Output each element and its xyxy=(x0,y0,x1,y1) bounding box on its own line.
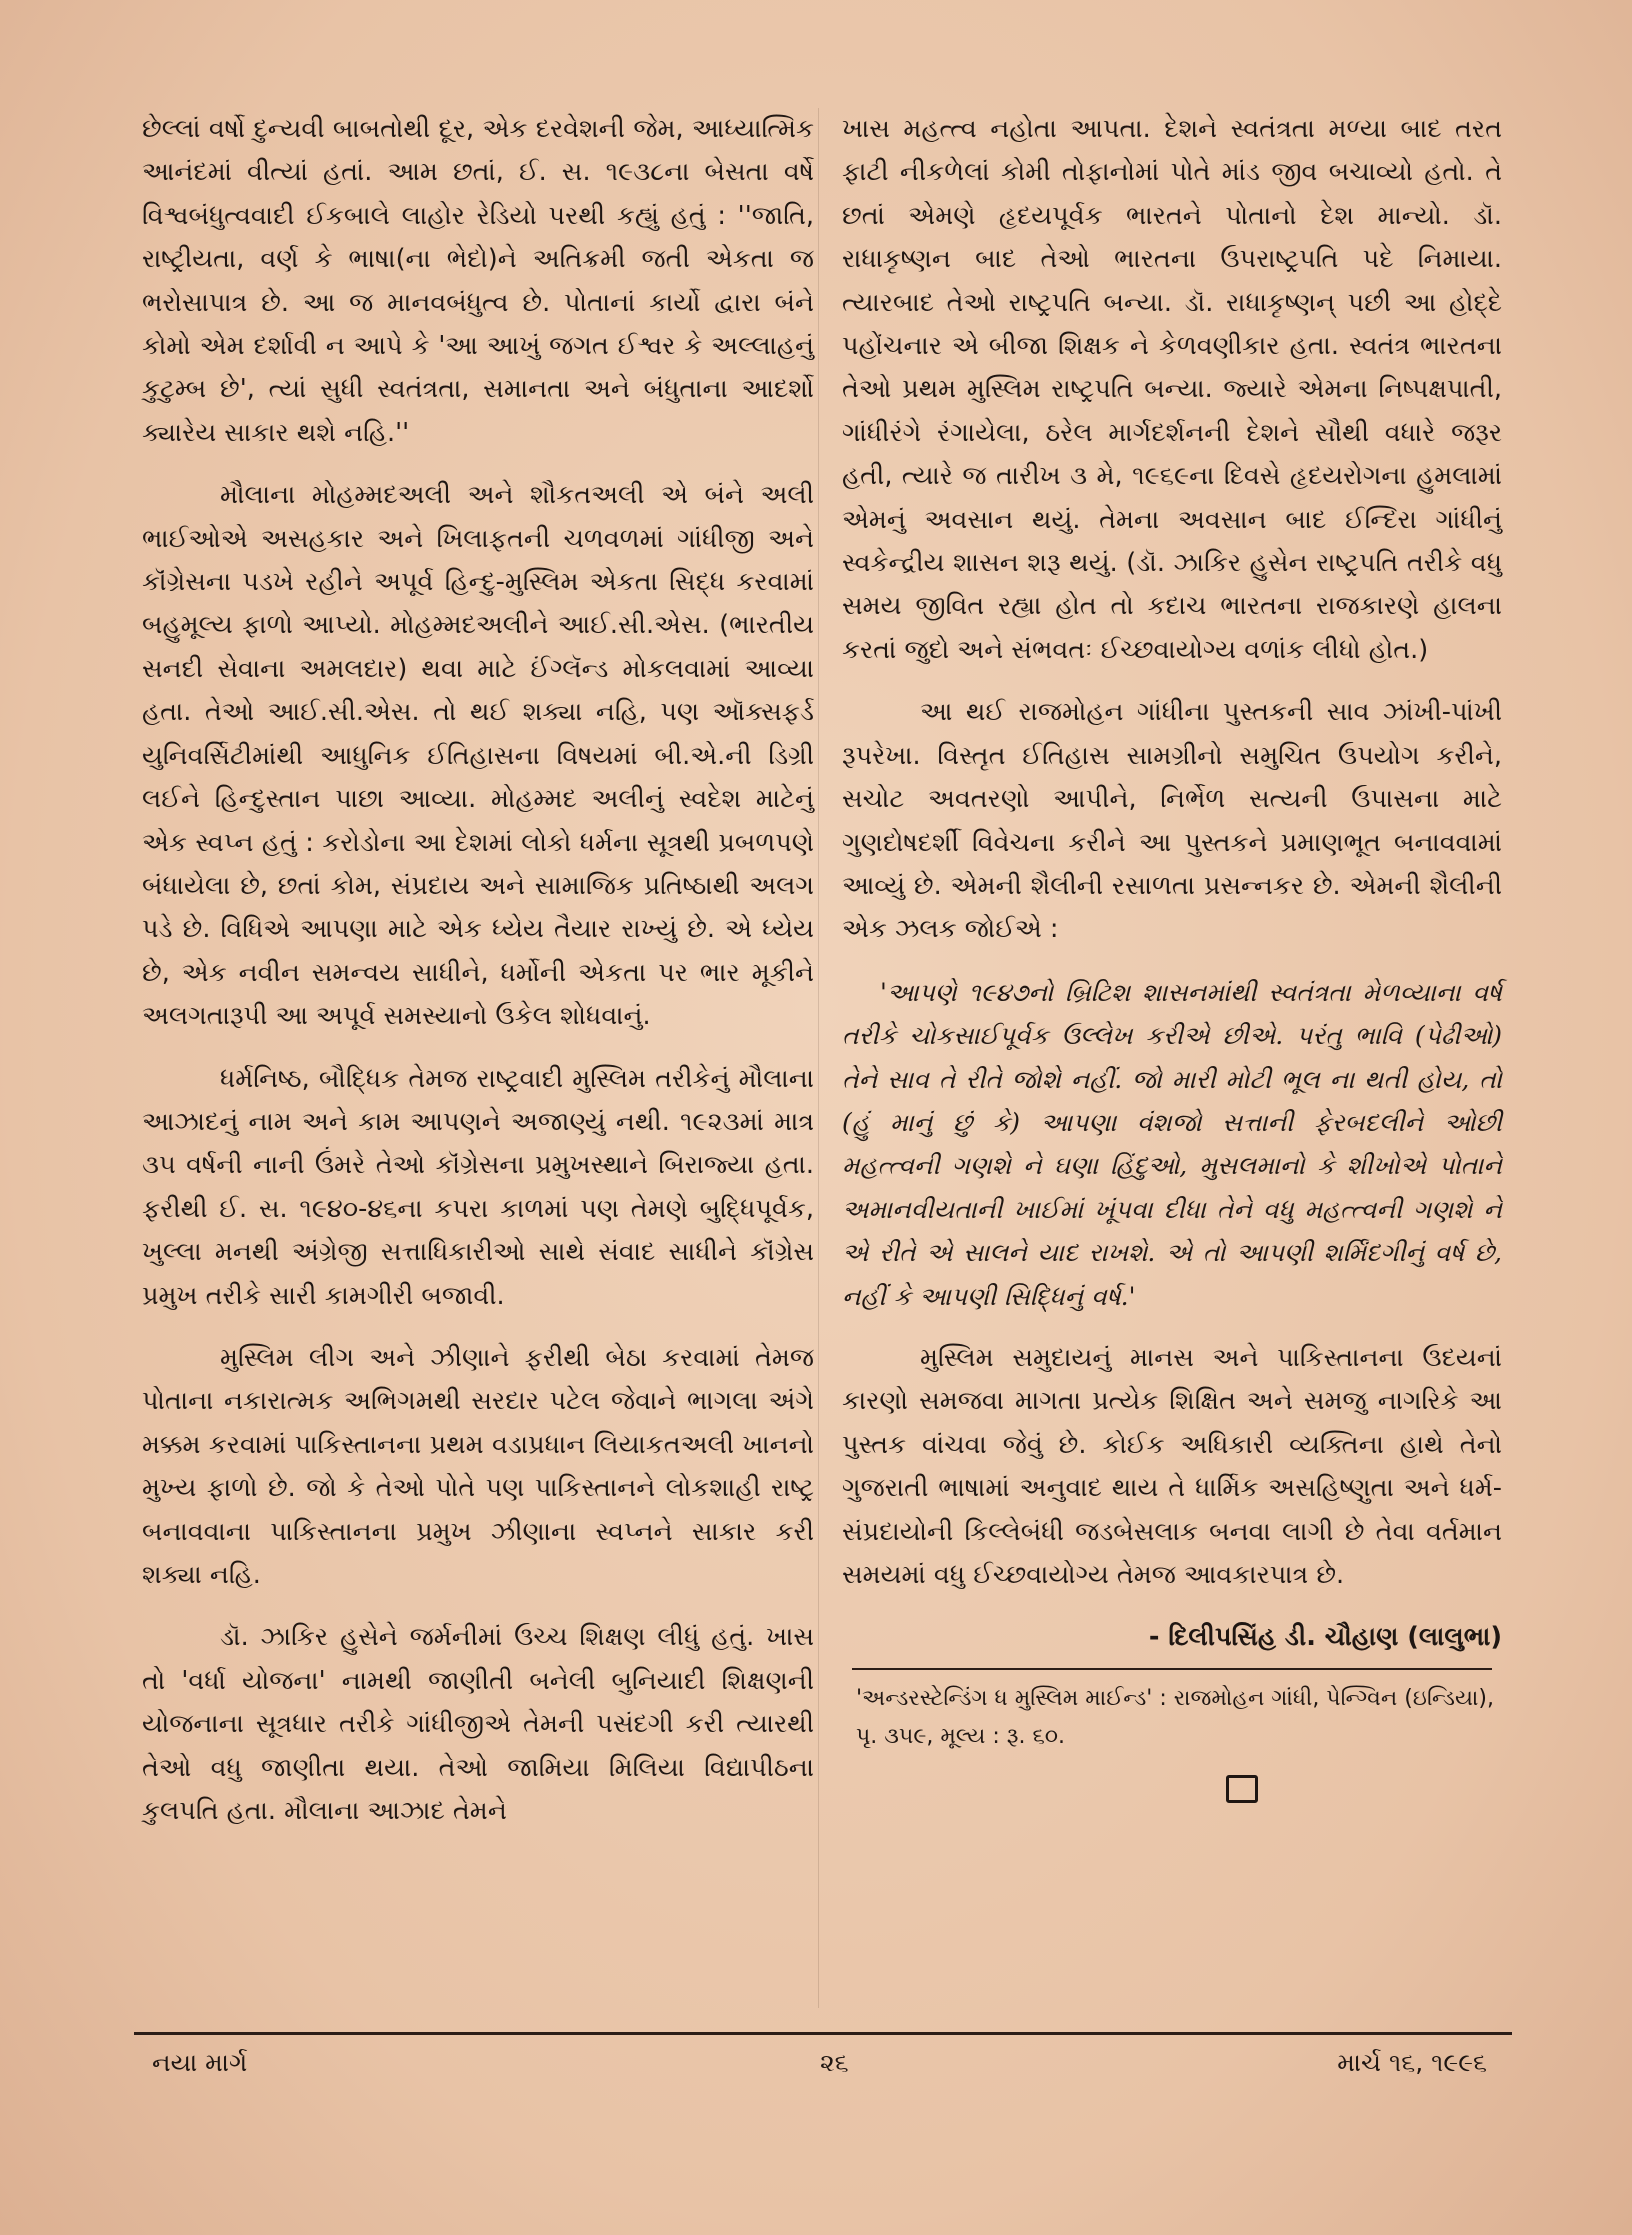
paragraph: ડૉ. ઝાકિર હુસેને જર્મનીમાં ઉચ્ચ શિક્ષણ લીધું હતું. ખાસ તો 'વર્ધા યોજના' નામથી જાણીતી બનેલી બુનિયાદી શિક્ષણની યોજનાના સૂત્રધાર તરીકે ગાંધીજીએ તેમની પસંદગી કરી ત્યારથી તેઓ વધુ જાણીતા થયા. તેઓ જામિયા મિલિયા વિદ્યાપીઠના કુલપતિ હતા. મૌલાના આઝાદ તેમને xyxy=(142,1622,814,1827)
author-signature: - દિલીપસિંહ ડી. ચૌહાણ (લાલુભા) xyxy=(1148,1622,1502,1653)
paragraph: આ થઈ રાજમોહન ગાંધીના પુસ્તકની સાવ ઝાંખી-પાંખી રૂપરેખા. વિસ્તૃત ઈતિહાસ સામગ્રીનો સમુચિત ઉપયોગ કરીને, સચોટ અવતરણો આપીને, નિર્ભેળ સત્યની ઉપાસના માટે ગુણદોષદર્શી વિવેચના કરીને આ પુસ્તકને પ્રમાણભૂત બનાવવામાં આવ્યું છે. એમની શૈલીની રસાળતા પ્રસન્નકર છે. એમની શૈલીની એક ઝલક જોઈએ : xyxy=(842,697,1502,945)
right-column xyxy=(842,108,1502,1803)
issue-date: માર્ચ ૧૬, ૧૯૯૬ xyxy=(1337,2048,1487,2077)
paragraph: ખાસ મહત્ત્વ નહોતા આપતા. દેશને સ્વતંત્રતા મળ્યા બાદ તરત ફાટી નીકળેલાં કોમી તોફાનોમાં પોતે માંડ જીવ બચાવ્યો હતો. તે છતાં એમણે હૃદયપૂર્વક ભારતને પોતાનો દેશ માન્યો. ડૉ. રાધાકૃષ્ણન બાદ તેઓ ભારતના ઉપરાષ્ટ્રપતિ પદે નિમાયા. ત્યારબાદ તેઓ રાષ્ટ્રપતિ બન્યા. ડૉ. રાધાકૃષ્ણન્ પછી આ હોદ્દે પહોંચનાર એ બીજા શિક્ષક ને કેળવણીકાર હતા. સ્વતંત્ર ભારતના તેઓ પ્રથમ મુસ્લિમ રાષ્ટ્રપતિ બન્યા. જ્યારે એમના નિષ્પક્ષપાતી, ગાંધીરંગે રંગાયેલા, ઠરેલ માર્ગદર્શનની દેશને સૌથી વધારે જરૂર હતી, ત્યારે જ તારીખ ૩ મે, ૧૯૬૯ના દિવસે હૃદયરોગના હુમલામાં એમનું અવસાન થયું. તેમના અવસાન બાદ ઈન્દિરા ગાંધીનું સ્વકેન્દ્રીય શાસન શરૂ થયું. (ડૉ. ઝાકિર હુસેન રાષ્ટ્રપતિ તરીકે વધુ સમય જીવિત રહ્યા હોત તો કદાચ ભારતના રાજકારણે હાલના કરતાં જુદો અને સંભવતઃ ઈચ્છવાયોગ્ય વળાંક લીધો હોત.) xyxy=(842,114,1502,665)
column-gutter xyxy=(818,108,819,2008)
paragraph: છેલ્લાં વર્ષો દુન્યવી બાબતોથી દૂર, એક દરવેશની જેમ, આધ્યાત્મિક આનંદમાં વીત્યાં હતાં. આમ છતાં, ઈ. સ. ૧૯૩૮ના બેસતા વર્ષે વિશ્વબંધુત્વવાદી ઈકબાલે લાહોર રેડિયો પરથી કહ્યું હતું : ''જાતિ, રાષ્ટ્રીયતા, વર્ણ કે ભાષા(ના ભેદો)ને અતિક્રમી જતી એકતા જ ભરોસાપાત્ર છે. આ જ માનવબંધુત્વ છે. પોતાનાં કાર્યો દ્વારા બંને કોમો એમ દર્શાવી ન આપે કે 'આ આખું જગત ઈશ્વર કે અલ્લાહનું કુટુમ્બ છે', ત્યાં સુધી સ્વતંત્રતા, સમાનતા અને બંધુતાના આદર્શો ક્યારેય સાકાર થશે નહિ.'' xyxy=(142,114,814,448)
book-info: 'અન્ડરસ્ટેન્ડિંગ ધ મુસ્લિમ માઈન્ડ' : રાજમોહન ગાંધી, પેન્ગ્વિન (ઇન્ડિયા), પૃ. ૩૫૯, મૂલ્ય : રૂ. ૬૦. xyxy=(856,1685,1494,1749)
paragraph: ધર્મનિષ્ઠ, બૌદ્ધિક તેમજ રાષ્ટ્રવાદી મુસ્લિમ તરીકેનું મૌલાના આઝાદનું નામ અને કામ આપણને અજાણ્યું નથી. ૧૯૨૩માં માત્ર ૩૫ વર્ષની નાની ઉંમરે તેઓ કૉંગ્રેસના પ્રમુખસ્થાને બિરાજ્યા હતા. ફરીથી ઈ. સ. ૧૯૪૦-૪૬ના કપરા કાળમાં પણ તેમણે બુદ્ધિપૂર્વક, ખુલ્લા મનથી અંગ્રેજી સત્તાધિકારીઓ સાથે સંવાદ સાધીને કૉંગ્રેસ પ્રમુખ તરીકે સારી કામગીરી બજાવી. xyxy=(142,1063,814,1311)
left-column xyxy=(142,108,814,1852)
end-mark-icon xyxy=(1226,1775,1258,1803)
page-number: ૨૬ xyxy=(820,2048,849,2077)
footer-rule xyxy=(134,2032,1512,2035)
paragraph: મુસ્લિમ સમુદાયનું માનસ અને પાકિસ્તાનના ઉદયનાં કારણો સમજવા માગતા પ્રત્યેક શિક્ષિત અને સમજુ નાગરિકે આ પુસ્તક વાંચવા જેવું છે. કોઈક અધિકારી વ્યક્તિના હાથે તેનો ગુજરાતી ભાષામાં અનુવાદ થાય તે ધાર્મિક અસહિષ્ણુતા અને ધર્મ-સંપ્રદાયોની કિલ્લેબંધી જડબેસલાક બનવા લાગી છે તેવા વર્તમાન સમયમાં વધુ ઈચ્છવાયોગ્ય તેમજ આવકારપાત્ર છે. xyxy=(842,1342,1502,1590)
block-quote: 'આપણે ૧૯૪૭નો બ્રિટિશ શાસનમાંથી સ્વતંત્રતા મેળવ્યાના વર્ષ તરીકે ચોકસાઈપૂર્વક ઉલ્લેખ કરીએ છીએ. પરંતુ ભાવિ (પેઢીઓ) તેને સાવ તે રીતે જોશે નહીં. જો મારી મોટી ભૂલ ના થતી હોય, તો (હું માનું છું કે) આપણા વંશજો સત્તાની ફેરબદલીને ઓછી મહત્ત્વની ગણશે ને ઘણા હિંદુઓ, મુસલમાનો કે શીખોએ પોતાને અમાનવીયતાની ખાઈમાં ખૂંપવા દીધા તેને વધુ મહત્ત્વની ગણશે ને એ રીતે એ સાલને યાદ રાખશે. એ તો આપણી શર્મિંદગીનું વર્ષ છે, નહીં કે આપણી સિદ્ધિનું વર્ષ.' xyxy=(842,977,1502,1311)
publication-name: નયા માર્ગ xyxy=(152,2048,248,2077)
paragraph: મુસ્લિમ લીગ અને ઝીણાને ફરીથી બેઠા કરવામાં તેમજ પોતાના નકારાત્મક અભિગમથી સરદાર પટેલ જેવાને ભાગલા અંગે મક્કમ કરવામાં પાકિસ્તાનના પ્રથમ વડાપ્રધાન લિયાકતઅલી ખાનનો મુખ્ય ફાળો છે. જો કે તેઓ પોતે પણ પાકિસ્તાનને લોકશાહી રાષ્ટ્ર બનાવવાના પાકિસ્તાનના પ્રમુખ ઝીણાના સ્વપ્નને સાકાર કરી શક્યા નહિ. xyxy=(142,1342,814,1590)
divider xyxy=(852,1668,1492,1670)
paragraph: મૌલાના મોહમ્મદઅલી અને શૌકતઅલી એ બંને અલી ભાઈઓએ અસહકાર અને ખિલાફતની ચળવળમાં ગાંધીજી અને કૉંગ્રેસના પડખે રહીને અપૂર્વ હિન્દુ-મુસ્લિમ એકતા સિદ્ધ કરવામાં બહુમૂલ્ય ફાળો આપ્યો. મોહમ્મદઅલીને આઈ.સી.એસ. (ભારતીય સનદી સેવાના અમલદાર) થવા માટે ઈંગ્લૅન્ડ મોકલવામાં આવ્યા હતા. તેઓ આઈ.સી.એસ. તો થઈ શક્યા નહિ, પણ ઑક્સફર્ડ યુનિવર્સિટીમાંથી આધુનિક ઈતિહાસના વિષયમાં બી.એ.ની ડિગ્રી લઈને હિન્દુસ્તાન પાછા આવ્યા. મોહમ્મદ અલીનું સ્વદેશ માટેનું એક સ્વપ્ન હતું : કરોડોના આ દેશમાં લોકો ધર્મના સૂત્રથી પ્રબળપણે બંધાયેલા છે, છતાં કોમ, સંપ્રદાય અને સામાજિક પ્રતિષ્ઠાથી અલગ પડે છે. વિધિએ આપણા માટે એક ધ્યેય તૈયાર રાખ્યું છે. એ ધ્યેય છે, એક નવીન સમન્વય સાધીને, ધર્મોની એકતા પર ભાર મૂકીને અલગતારૂપી આ અપૂર્વ સમસ્યાનો ઉકેલ શોધવાનું. xyxy=(142,480,814,1032)
